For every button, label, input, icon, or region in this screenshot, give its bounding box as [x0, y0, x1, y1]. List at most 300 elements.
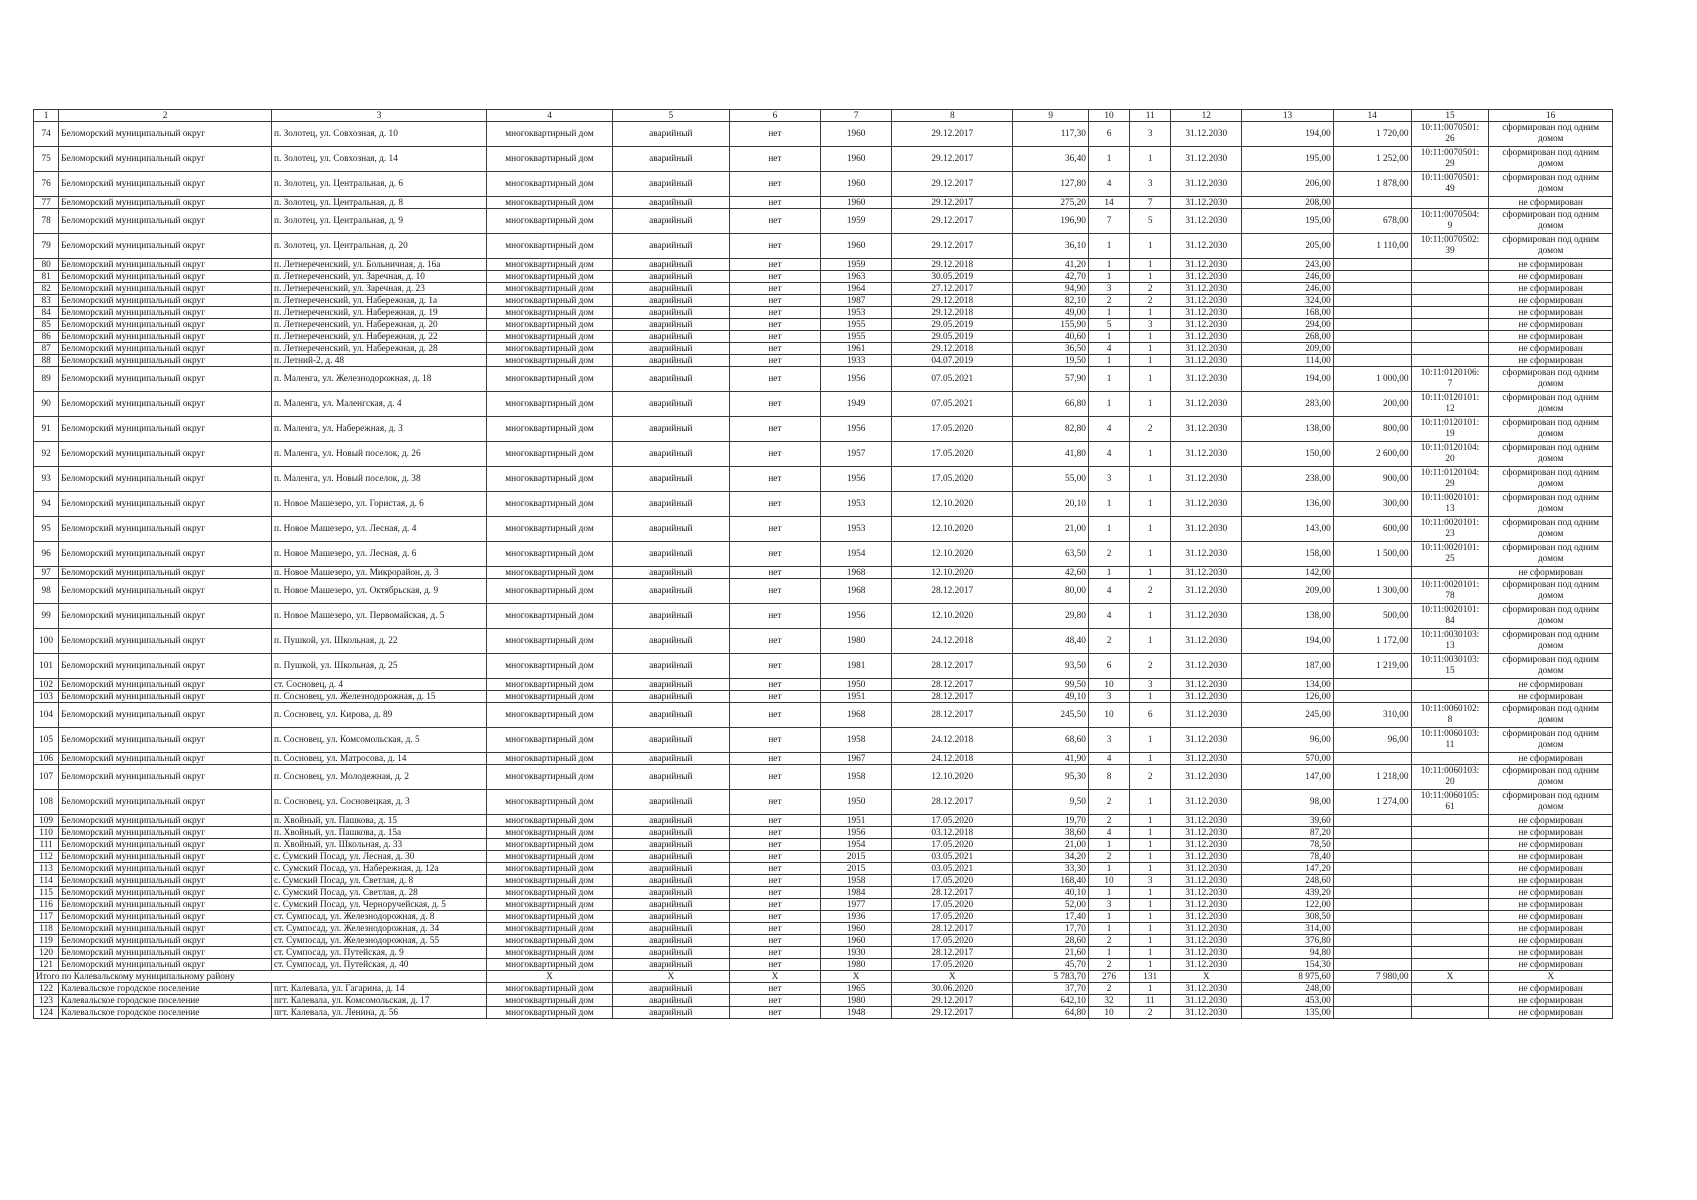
- cell-recognition-date: 03.05.2021: [892, 851, 1013, 863]
- cell-recognition-date: 29.12.2017: [892, 995, 1013, 1007]
- cell-condition: аварийный: [612, 875, 729, 887]
- cell-relocation-date: 31.12.2030: [1171, 295, 1242, 307]
- cell-recognition-date: 17.05.2020: [892, 839, 1013, 851]
- cell-land-plot-status: не сформирован: [1489, 851, 1613, 863]
- cell-relocation-date: 31.12.2030: [1171, 197, 1242, 209]
- cell-apartments: 1: [1130, 259, 1171, 271]
- cell-row-number: 107: [34, 765, 59, 790]
- cell-cadastral-number: [1411, 815, 1489, 827]
- cell-land-area: [1333, 839, 1411, 851]
- cell-flag: нет: [729, 728, 821, 753]
- cell-cadastral-number: 10:11:0120101: 12: [1411, 392, 1489, 417]
- cell-year-built: 1968: [821, 579, 892, 604]
- cell-recognition-date: 17.05.2020: [892, 875, 1013, 887]
- cell-land-plot-status: сформирован под одним домом: [1489, 147, 1613, 172]
- cell-municipality: Беломорский муниципальный округ: [59, 765, 272, 790]
- cell-residents: 6: [1088, 122, 1129, 147]
- cell-area: 33,30: [1013, 863, 1089, 875]
- cell-apartments: 2: [1130, 295, 1171, 307]
- total-cell-year-built: X: [821, 971, 892, 983]
- cell-cost: 208,00: [1242, 197, 1334, 209]
- cell-land-plot-status: сформирован под одним домом: [1489, 703, 1613, 728]
- cell-year-built: 1956: [821, 417, 892, 442]
- cell-address: п. Новое Машезеро, ул. Лесная, д. 6: [271, 542, 486, 567]
- cell-flag: нет: [729, 765, 821, 790]
- cell-area: 80,00: [1013, 579, 1089, 604]
- cell-relocation-date: 31.12.2030: [1171, 923, 1242, 935]
- cell-municipality: Беломорский муниципальный округ: [59, 923, 272, 935]
- cell-condition: аварийный: [612, 995, 729, 1007]
- cell-municipality: Беломорский муниципальный округ: [59, 815, 272, 827]
- cell-condition: аварийный: [612, 863, 729, 875]
- cell-address: п. Золотец, ул. Центральная, д. 8: [271, 197, 486, 209]
- cell-year-built: 1960: [821, 923, 892, 935]
- cell-municipality: Калевальское городское поселение: [59, 983, 272, 995]
- cell-flag: нет: [729, 392, 821, 417]
- cell-cost: 94,80: [1242, 947, 1334, 959]
- cell-land-plot-status: не сформирован: [1489, 259, 1613, 271]
- cell-flag: нет: [729, 983, 821, 995]
- cell-recognition-date: 17.05.2020: [892, 935, 1013, 947]
- cell-land-area: [1333, 567, 1411, 579]
- cell-year-built: 2015: [821, 851, 892, 863]
- cell-cadastral-number: [1411, 863, 1489, 875]
- cell-address: п. Сосновец, ул. Сосновецкая, д. 3: [271, 790, 486, 815]
- cell-cadastral-number: 10:11:0120106: 7: [1411, 367, 1489, 392]
- cell-condition: аварийный: [612, 331, 729, 343]
- cell-cadastral-number: [1411, 839, 1489, 851]
- cell-residents: 2: [1088, 790, 1129, 815]
- cell-relocation-date: 31.12.2030: [1171, 790, 1242, 815]
- cell-relocation-date: 31.12.2030: [1171, 654, 1242, 679]
- cell-cadastral-number: 10:11:0070501: 26: [1411, 122, 1489, 147]
- cell-land-area: [1333, 1007, 1411, 1019]
- cell-apartments: 2: [1130, 765, 1171, 790]
- cell-recognition-date: 30.05.2019: [892, 271, 1013, 283]
- cell-apartments: 3: [1130, 172, 1171, 197]
- cell-address: с. Сумский Посад, ул. Лесная, д. 30: [271, 851, 486, 863]
- cell-area: 68,60: [1013, 728, 1089, 753]
- cell-area: 196,90: [1013, 209, 1089, 234]
- cell-building-type: многоквартирный дом: [487, 579, 613, 604]
- table-row: [34, 259, 1613, 271]
- cell-municipality: Беломорский муниципальный округ: [59, 172, 272, 197]
- cell-cost: 126,00: [1242, 691, 1334, 703]
- cell-land-area: 1 218,00: [1333, 765, 1411, 790]
- cell-municipality: Беломорский муниципальный округ: [59, 911, 272, 923]
- cell-recognition-date: 17.05.2020: [892, 815, 1013, 827]
- cell-cadastral-number: [1411, 567, 1489, 579]
- cell-residents: 5: [1088, 319, 1129, 331]
- cell-land-area: 1 300,00: [1333, 579, 1411, 604]
- cell-address: п. Летнереченский, ул. Набережная, д. 20: [271, 319, 486, 331]
- column-header: 15: [1411, 110, 1489, 122]
- cell-municipality: Беломорский муниципальный округ: [59, 542, 272, 567]
- cell-apartments: 1: [1130, 442, 1171, 467]
- cell-land-plot-status: не сформирован: [1489, 307, 1613, 319]
- cell-flag: нет: [729, 209, 821, 234]
- cell-year-built: 1953: [821, 517, 892, 542]
- cell-residents: 3: [1088, 899, 1129, 911]
- cell-cadastral-number: [1411, 753, 1489, 765]
- cell-residents: 2: [1088, 542, 1129, 567]
- table-row: [34, 983, 1613, 995]
- cell-condition: аварийный: [612, 923, 729, 935]
- column-header: 12: [1171, 110, 1242, 122]
- cell-recognition-date: 28.12.2017: [892, 923, 1013, 935]
- cell-year-built: 1954: [821, 542, 892, 567]
- cell-condition: аварийный: [612, 259, 729, 271]
- cell-land-area: [1333, 899, 1411, 911]
- cell-municipality: Беломорский муниципальный округ: [59, 629, 272, 654]
- cell-land-plot-status: не сформирован: [1489, 899, 1613, 911]
- cell-cost: 268,00: [1242, 331, 1334, 343]
- cell-building-type: многоквартирный дом: [487, 567, 613, 579]
- cell-apartments: 2: [1130, 283, 1171, 295]
- cell-row-number: 124: [34, 1007, 59, 1019]
- cell-condition: аварийный: [612, 935, 729, 947]
- cell-building-type: многоквартирный дом: [487, 343, 613, 355]
- cell-area: 9,50: [1013, 790, 1089, 815]
- cell-row-number: 80: [34, 259, 59, 271]
- cell-recognition-date: 24.12.2018: [892, 728, 1013, 753]
- cell-land-area: [1333, 983, 1411, 995]
- cell-year-built: 1956: [821, 467, 892, 492]
- column-header: 7: [821, 110, 892, 122]
- cell-row-number: 102: [34, 679, 59, 691]
- cell-cost: 206,00: [1242, 172, 1334, 197]
- table-row: [34, 875, 1613, 887]
- cell-flag: нет: [729, 923, 821, 935]
- cell-residents: 1: [1088, 392, 1129, 417]
- cell-area: 95,30: [1013, 765, 1089, 790]
- cell-cadastral-number: 10:11:0030103: 13: [1411, 629, 1489, 654]
- cell-municipality: Беломорский муниципальный округ: [59, 271, 272, 283]
- cell-row-number: 94: [34, 492, 59, 517]
- cell-cadastral-number: [1411, 271, 1489, 283]
- cell-address: п. Маленга, ул. Новый поселок, д. 26: [271, 442, 486, 467]
- cell-cadastral-number: [1411, 983, 1489, 995]
- cell-cadastral-number: [1411, 851, 1489, 863]
- table-row: [34, 343, 1613, 355]
- cell-apartments: 1: [1130, 355, 1171, 367]
- cell-land-plot-status: не сформирован: [1489, 567, 1613, 579]
- cell-area: 29,80: [1013, 604, 1089, 629]
- table-row: [34, 995, 1613, 1007]
- cell-relocation-date: 31.12.2030: [1171, 629, 1242, 654]
- cell-relocation-date: 31.12.2030: [1171, 691, 1242, 703]
- table-row: [34, 331, 1613, 343]
- cell-cost: 248,60: [1242, 875, 1334, 887]
- cell-land-area: [1333, 197, 1411, 209]
- cell-land-area: 1 500,00: [1333, 542, 1411, 567]
- cell-address: п. Летнереченский, ул. Набережная, д. 28: [271, 343, 486, 355]
- cell-recognition-date: 28.12.2017: [892, 887, 1013, 899]
- cell-cadastral-number: [1411, 935, 1489, 947]
- cell-cadastral-number: 10:11:0020101: 23: [1411, 517, 1489, 542]
- cell-land-area: [1333, 911, 1411, 923]
- cell-building-type: многоквартирный дом: [487, 392, 613, 417]
- cell-condition: аварийный: [612, 765, 729, 790]
- cell-residents: 10: [1088, 703, 1129, 728]
- cell-flag: нет: [729, 790, 821, 815]
- cell-recognition-date: 29.12.2017: [892, 172, 1013, 197]
- cell-flag: нет: [729, 517, 821, 542]
- cell-cost: 246,00: [1242, 271, 1334, 283]
- cell-area: 99,50: [1013, 679, 1089, 691]
- cell-relocation-date: 31.12.2030: [1171, 815, 1242, 827]
- cell-recognition-date: 12.10.2020: [892, 517, 1013, 542]
- cell-municipality: Беломорский муниципальный округ: [59, 147, 272, 172]
- cell-building-type: многоквартирный дом: [487, 604, 613, 629]
- cell-land-plot-status: сформирован под одним домом: [1489, 790, 1613, 815]
- cell-year-built: 1987: [821, 295, 892, 307]
- cell-residents: 1: [1088, 911, 1129, 923]
- cell-flag: нет: [729, 654, 821, 679]
- table-row: [34, 271, 1613, 283]
- cell-address: п. Сосновец, ул. Комсомольская, д. 5: [271, 728, 486, 753]
- cell-condition: аварийный: [612, 417, 729, 442]
- cell-apartments: 1: [1130, 307, 1171, 319]
- table-row: [34, 947, 1613, 959]
- cell-apartments: 5: [1130, 209, 1171, 234]
- cell-row-number: 114: [34, 875, 59, 887]
- cell-residents: 2: [1088, 295, 1129, 307]
- cell-area: 82,80: [1013, 417, 1089, 442]
- cell-area: 40,60: [1013, 331, 1089, 343]
- cell-building-type: многоквартирный дом: [487, 839, 613, 851]
- table-row: [34, 417, 1613, 442]
- cell-apartments: 1: [1130, 935, 1171, 947]
- cell-building-type: многоквартирный дом: [487, 542, 613, 567]
- cell-row-number: 116: [34, 899, 59, 911]
- cell-condition: аварийный: [612, 271, 729, 283]
- table-row: [34, 691, 1613, 703]
- cell-area: 34,20: [1013, 851, 1089, 863]
- cell-land-area: [1333, 887, 1411, 899]
- cell-flag: нет: [729, 467, 821, 492]
- cell-residents: 2: [1088, 851, 1129, 863]
- cell-land-area: [1333, 307, 1411, 319]
- cell-cost: 570,00: [1242, 753, 1334, 765]
- cell-residents: 1: [1088, 947, 1129, 959]
- cell-land-plot-status: сформирован под одним домом: [1489, 654, 1613, 679]
- cell-building-type: многоквартирный дом: [487, 947, 613, 959]
- cell-residents: 1: [1088, 147, 1129, 172]
- cell-recognition-date: 17.05.2020: [892, 959, 1013, 971]
- cell-year-built: 1959: [821, 259, 892, 271]
- cell-flag: нет: [729, 367, 821, 392]
- cell-cost: 243,00: [1242, 259, 1334, 271]
- cell-row-number: 110: [34, 827, 59, 839]
- cell-building-type: многоквартирный дом: [487, 703, 613, 728]
- cell-cadastral-number: [1411, 343, 1489, 355]
- total-label: Итого по Калевальскому муниципальному району: [34, 971, 487, 983]
- cell-cadastral-number: [1411, 911, 1489, 923]
- cell-land-plot-status: не сформирован: [1489, 887, 1613, 899]
- cell-flag: нет: [729, 331, 821, 343]
- cell-municipality: Беломорский муниципальный округ: [59, 234, 272, 259]
- cell-recognition-date: 28.12.2017: [892, 790, 1013, 815]
- cell-area: 17,40: [1013, 911, 1089, 923]
- cell-residents: 4: [1088, 417, 1129, 442]
- total-cell-residents: 276: [1088, 971, 1129, 983]
- cell-cadastral-number: [1411, 197, 1489, 209]
- cell-building-type: многоквартирный дом: [487, 355, 613, 367]
- cell-relocation-date: 31.12.2030: [1171, 753, 1242, 765]
- cell-area: 127,80: [1013, 172, 1089, 197]
- cell-year-built: 1958: [821, 765, 892, 790]
- cell-condition: аварийный: [612, 234, 729, 259]
- cell-building-type: многоквартирный дом: [487, 863, 613, 875]
- cell-land-plot-status: сформирован под одним домом: [1489, 629, 1613, 654]
- cell-row-number: 113: [34, 863, 59, 875]
- cell-year-built: 1960: [821, 147, 892, 172]
- cell-address: п. Золотец, ул. Центральная, д. 20: [271, 234, 486, 259]
- cell-cadastral-number: [1411, 827, 1489, 839]
- cell-land-area: [1333, 753, 1411, 765]
- cell-cadastral-number: 10:11:0070501: 29: [1411, 147, 1489, 172]
- cell-address: ст. Сумпосад, ул. Железнодорожная, д. 55: [271, 935, 486, 947]
- cell-residents: 1: [1088, 367, 1129, 392]
- table-row: [34, 467, 1613, 492]
- cell-flag: нет: [729, 492, 821, 517]
- cell-flag: нет: [729, 271, 821, 283]
- cell-recognition-date: 12.10.2020: [892, 765, 1013, 790]
- cell-land-plot-status: не сформирован: [1489, 355, 1613, 367]
- cell-year-built: 1980: [821, 629, 892, 654]
- cell-row-number: 78: [34, 209, 59, 234]
- cell-address: п. Хвойный, ул. Пашкова, д. 15а: [271, 827, 486, 839]
- cell-row-number: 85: [34, 319, 59, 331]
- table-row: [34, 851, 1613, 863]
- cell-apartments: 6: [1130, 703, 1171, 728]
- cell-cost: 147,20: [1242, 863, 1334, 875]
- cell-recognition-date: 28.12.2017: [892, 947, 1013, 959]
- cell-cost: 245,00: [1242, 703, 1334, 728]
- cell-relocation-date: 31.12.2030: [1171, 147, 1242, 172]
- cell-condition: аварийный: [612, 691, 729, 703]
- cell-recognition-date: 29.12.2018: [892, 259, 1013, 271]
- cell-condition: аварийный: [612, 654, 729, 679]
- cell-building-type: многоквартирный дом: [487, 172, 613, 197]
- column-header: 8: [892, 110, 1013, 122]
- cell-recognition-date: 29.05.2019: [892, 331, 1013, 343]
- cell-year-built: 1948: [821, 1007, 892, 1019]
- cell-relocation-date: 31.12.2030: [1171, 355, 1242, 367]
- cell-flag: нет: [729, 122, 821, 147]
- cell-municipality: Беломорский муниципальный округ: [59, 691, 272, 703]
- total-cell-land-area: 7 980,00: [1333, 971, 1411, 983]
- cell-cost: 376,80: [1242, 935, 1334, 947]
- cell-apartments: 1: [1130, 567, 1171, 579]
- cell-land-area: [1333, 319, 1411, 331]
- cell-cost: 154,30: [1242, 959, 1334, 971]
- cell-land-area: 800,00: [1333, 417, 1411, 442]
- cell-cost: 168,00: [1242, 307, 1334, 319]
- cell-relocation-date: 31.12.2030: [1171, 567, 1242, 579]
- cell-recognition-date: 07.05.2021: [892, 367, 1013, 392]
- cell-recognition-date: 29.12.2018: [892, 295, 1013, 307]
- cell-address: п. Маленга, ул. Железнодорожная, д. 18: [271, 367, 486, 392]
- cell-address: п. Новое Машезеро, ул. Первомайская, д. 5: [271, 604, 486, 629]
- cell-land-area: [1333, 851, 1411, 863]
- cell-flag: нет: [729, 1007, 821, 1019]
- cell-residents: 10: [1088, 679, 1129, 691]
- cell-flag: нет: [729, 343, 821, 355]
- cell-land-area: [1333, 259, 1411, 271]
- cell-municipality: Беломорский муниципальный округ: [59, 392, 272, 417]
- cell-municipality: Калевальское городское поселение: [59, 995, 272, 1007]
- cell-row-number: 101: [34, 654, 59, 679]
- cell-residents: 4: [1088, 442, 1129, 467]
- cell-land-area: [1333, 355, 1411, 367]
- cell-row-number: 108: [34, 790, 59, 815]
- cell-building-type: многоквартирный дом: [487, 875, 613, 887]
- cell-address: п. Золотец, ул. Центральная, д. 9: [271, 209, 486, 234]
- cell-area: 168,40: [1013, 875, 1089, 887]
- cell-apartments: 1: [1130, 467, 1171, 492]
- cell-area: 36,40: [1013, 147, 1089, 172]
- cell-flag: нет: [729, 703, 821, 728]
- cell-flag: нет: [729, 567, 821, 579]
- cell-land-area: 310,00: [1333, 703, 1411, 728]
- cell-address: п. Сосновец, ул. Матросова, д. 14: [271, 753, 486, 765]
- cell-relocation-date: 31.12.2030: [1171, 995, 1242, 1007]
- cell-cost: 136,00: [1242, 492, 1334, 517]
- cell-cost: 143,00: [1242, 517, 1334, 542]
- cell-land-area: 300,00: [1333, 492, 1411, 517]
- cell-address: п. Сосновец, ул. Железнодорожная, д. 15: [271, 691, 486, 703]
- cell-area: 17,70: [1013, 923, 1089, 935]
- cell-year-built: 1959: [821, 209, 892, 234]
- cell-recognition-date: 12.10.2020: [892, 604, 1013, 629]
- cell-condition: аварийный: [612, 815, 729, 827]
- cell-relocation-date: 31.12.2030: [1171, 234, 1242, 259]
- cell-municipality: Беломорский муниципальный округ: [59, 728, 272, 753]
- cell-condition: аварийный: [612, 679, 729, 691]
- cell-land-plot-status: не сформирован: [1489, 753, 1613, 765]
- cell-flag: нет: [729, 234, 821, 259]
- cell-land-plot-status: не сформирован: [1489, 935, 1613, 947]
- cell-flag: нет: [729, 839, 821, 851]
- cell-flag: нет: [729, 197, 821, 209]
- cell-cadastral-number: [1411, 875, 1489, 887]
- cell-relocation-date: 31.12.2030: [1171, 492, 1242, 517]
- cell-land-area: [1333, 679, 1411, 691]
- cell-address: ст. Сумпосад, ул. Железнодорожная, д. 34: [271, 923, 486, 935]
- table-row: [34, 283, 1613, 295]
- cell-row-number: 96: [34, 542, 59, 567]
- cell-row-number: 87: [34, 343, 59, 355]
- cell-residents: 2: [1088, 815, 1129, 827]
- cell-land-area: 678,00: [1333, 209, 1411, 234]
- total-cell-relocation-date: X: [1171, 971, 1242, 983]
- cell-area: 49,00: [1013, 307, 1089, 319]
- cell-residents: 1: [1088, 863, 1129, 875]
- cell-condition: аварийный: [612, 887, 729, 899]
- table-row: [34, 1007, 1613, 1019]
- cell-year-built: 1950: [821, 790, 892, 815]
- cell-land-plot-status: сформирован под одним домом: [1489, 579, 1613, 604]
- header-row: [34, 110, 1613, 122]
- cell-relocation-date: 31.12.2030: [1171, 442, 1242, 467]
- cell-area: 66,80: [1013, 392, 1089, 417]
- cell-relocation-date: 31.12.2030: [1171, 579, 1242, 604]
- cell-residents: 1: [1088, 259, 1129, 271]
- cell-cadastral-number: [1411, 283, 1489, 295]
- cell-row-number: 76: [34, 172, 59, 197]
